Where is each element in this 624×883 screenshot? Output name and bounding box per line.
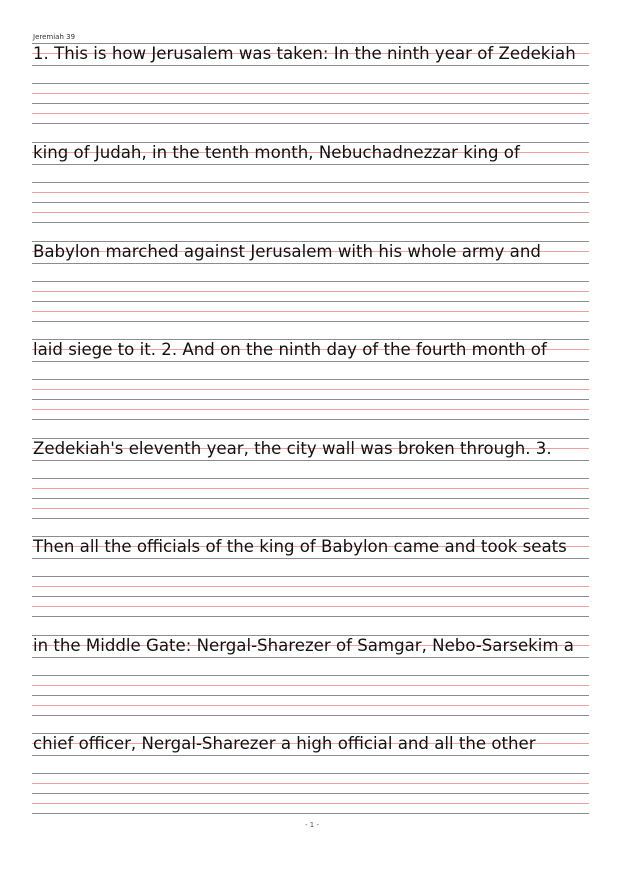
guide-line-midline	[32, 488, 589, 489]
guide-line-baseline	[32, 361, 589, 362]
guide-line-baseline	[32, 657, 589, 658]
text-line: chief officer, Nergal-Sharezer a high official and all the other	[33, 734, 536, 753]
guide-line-bottom	[32, 518, 589, 519]
guide-line-baseline	[32, 596, 589, 597]
guide-line-baseline	[32, 164, 589, 165]
guide-line-descender	[32, 606, 589, 607]
text-line: Then all the officials of the king of Babylon came and took seats	[33, 537, 567, 556]
guide-line-baseline	[32, 695, 589, 696]
text-line: Babylon marched against Jerusalem with his whole army and	[33, 242, 541, 261]
guide-line-baseline	[32, 65, 589, 66]
guide-line-descender	[32, 212, 589, 213]
guide-line-descender	[32, 113, 589, 114]
text-line: laid siege to it. 2. And on the ninth day of the fourth month of	[33, 340, 547, 359]
guide-line-baseline	[32, 103, 589, 104]
writing-block	[32, 339, 589, 421]
guide-line-midline	[32, 291, 589, 292]
guide-line-descender	[32, 508, 589, 509]
guide-line-bottom	[32, 123, 589, 124]
guide-line-bottom	[32, 222, 589, 223]
guide-line-baseline	[32, 498, 589, 499]
guide-line-bottom	[32, 616, 589, 617]
guide-line-top	[32, 182, 589, 183]
writing-block	[32, 733, 589, 815]
guide-line-midline	[32, 586, 589, 587]
guide-line-baseline	[32, 558, 589, 559]
guide-line-descender	[32, 803, 589, 804]
guide-line-midline	[32, 389, 589, 390]
writing-block	[32, 536, 589, 618]
guide-line-baseline	[32, 301, 589, 302]
guide-line-midline	[32, 685, 589, 686]
guide-line-midline	[32, 93, 589, 94]
text-line: Zedekiah's eleventh year, the city wall was broken through. 3.	[33, 439, 552, 458]
text-line: king of Judah, in the tenth month, Nebuchadnezzar king of	[33, 143, 520, 162]
writing-block	[32, 241, 589, 323]
guide-line-top	[32, 675, 589, 676]
text-line: in the Middle Gate: Nergal-Sharezer of Samgar, Nebo-Sarsekim a	[33, 636, 574, 655]
guide-line-baseline	[32, 460, 589, 461]
guide-line-midline	[32, 783, 589, 784]
chapter-header: Jeremiah 39	[33, 33, 76, 41]
text-line: 1. This is how Jerusalem was taken: In the ninth year of Zedekiah	[33, 44, 576, 63]
guide-line-baseline	[32, 793, 589, 794]
guide-line-bottom	[32, 321, 589, 322]
guide-line-bottom	[32, 715, 589, 716]
guide-line-top	[32, 576, 589, 577]
guide-line-bottom	[32, 419, 589, 420]
guide-line-top	[32, 379, 589, 380]
guide-line-top	[32, 83, 589, 84]
guide-line-baseline	[32, 399, 589, 400]
page-number: - 1 -	[305, 821, 319, 829]
writing-block	[32, 635, 589, 717]
guide-line-descender	[32, 705, 589, 706]
guide-line-top	[32, 478, 589, 479]
guide-line-descender	[32, 311, 589, 312]
writing-block	[32, 43, 589, 125]
guide-line-baseline	[32, 755, 589, 756]
guide-line-baseline	[32, 202, 589, 203]
guide-line-baseline	[32, 263, 589, 264]
guide-line-midline	[32, 192, 589, 193]
guide-line-top	[32, 281, 589, 282]
guide-line-descender	[32, 409, 589, 410]
writing-block	[32, 438, 589, 520]
writing-block	[32, 142, 589, 224]
guide-line-top	[32, 773, 589, 774]
guide-line-bottom	[32, 813, 589, 814]
